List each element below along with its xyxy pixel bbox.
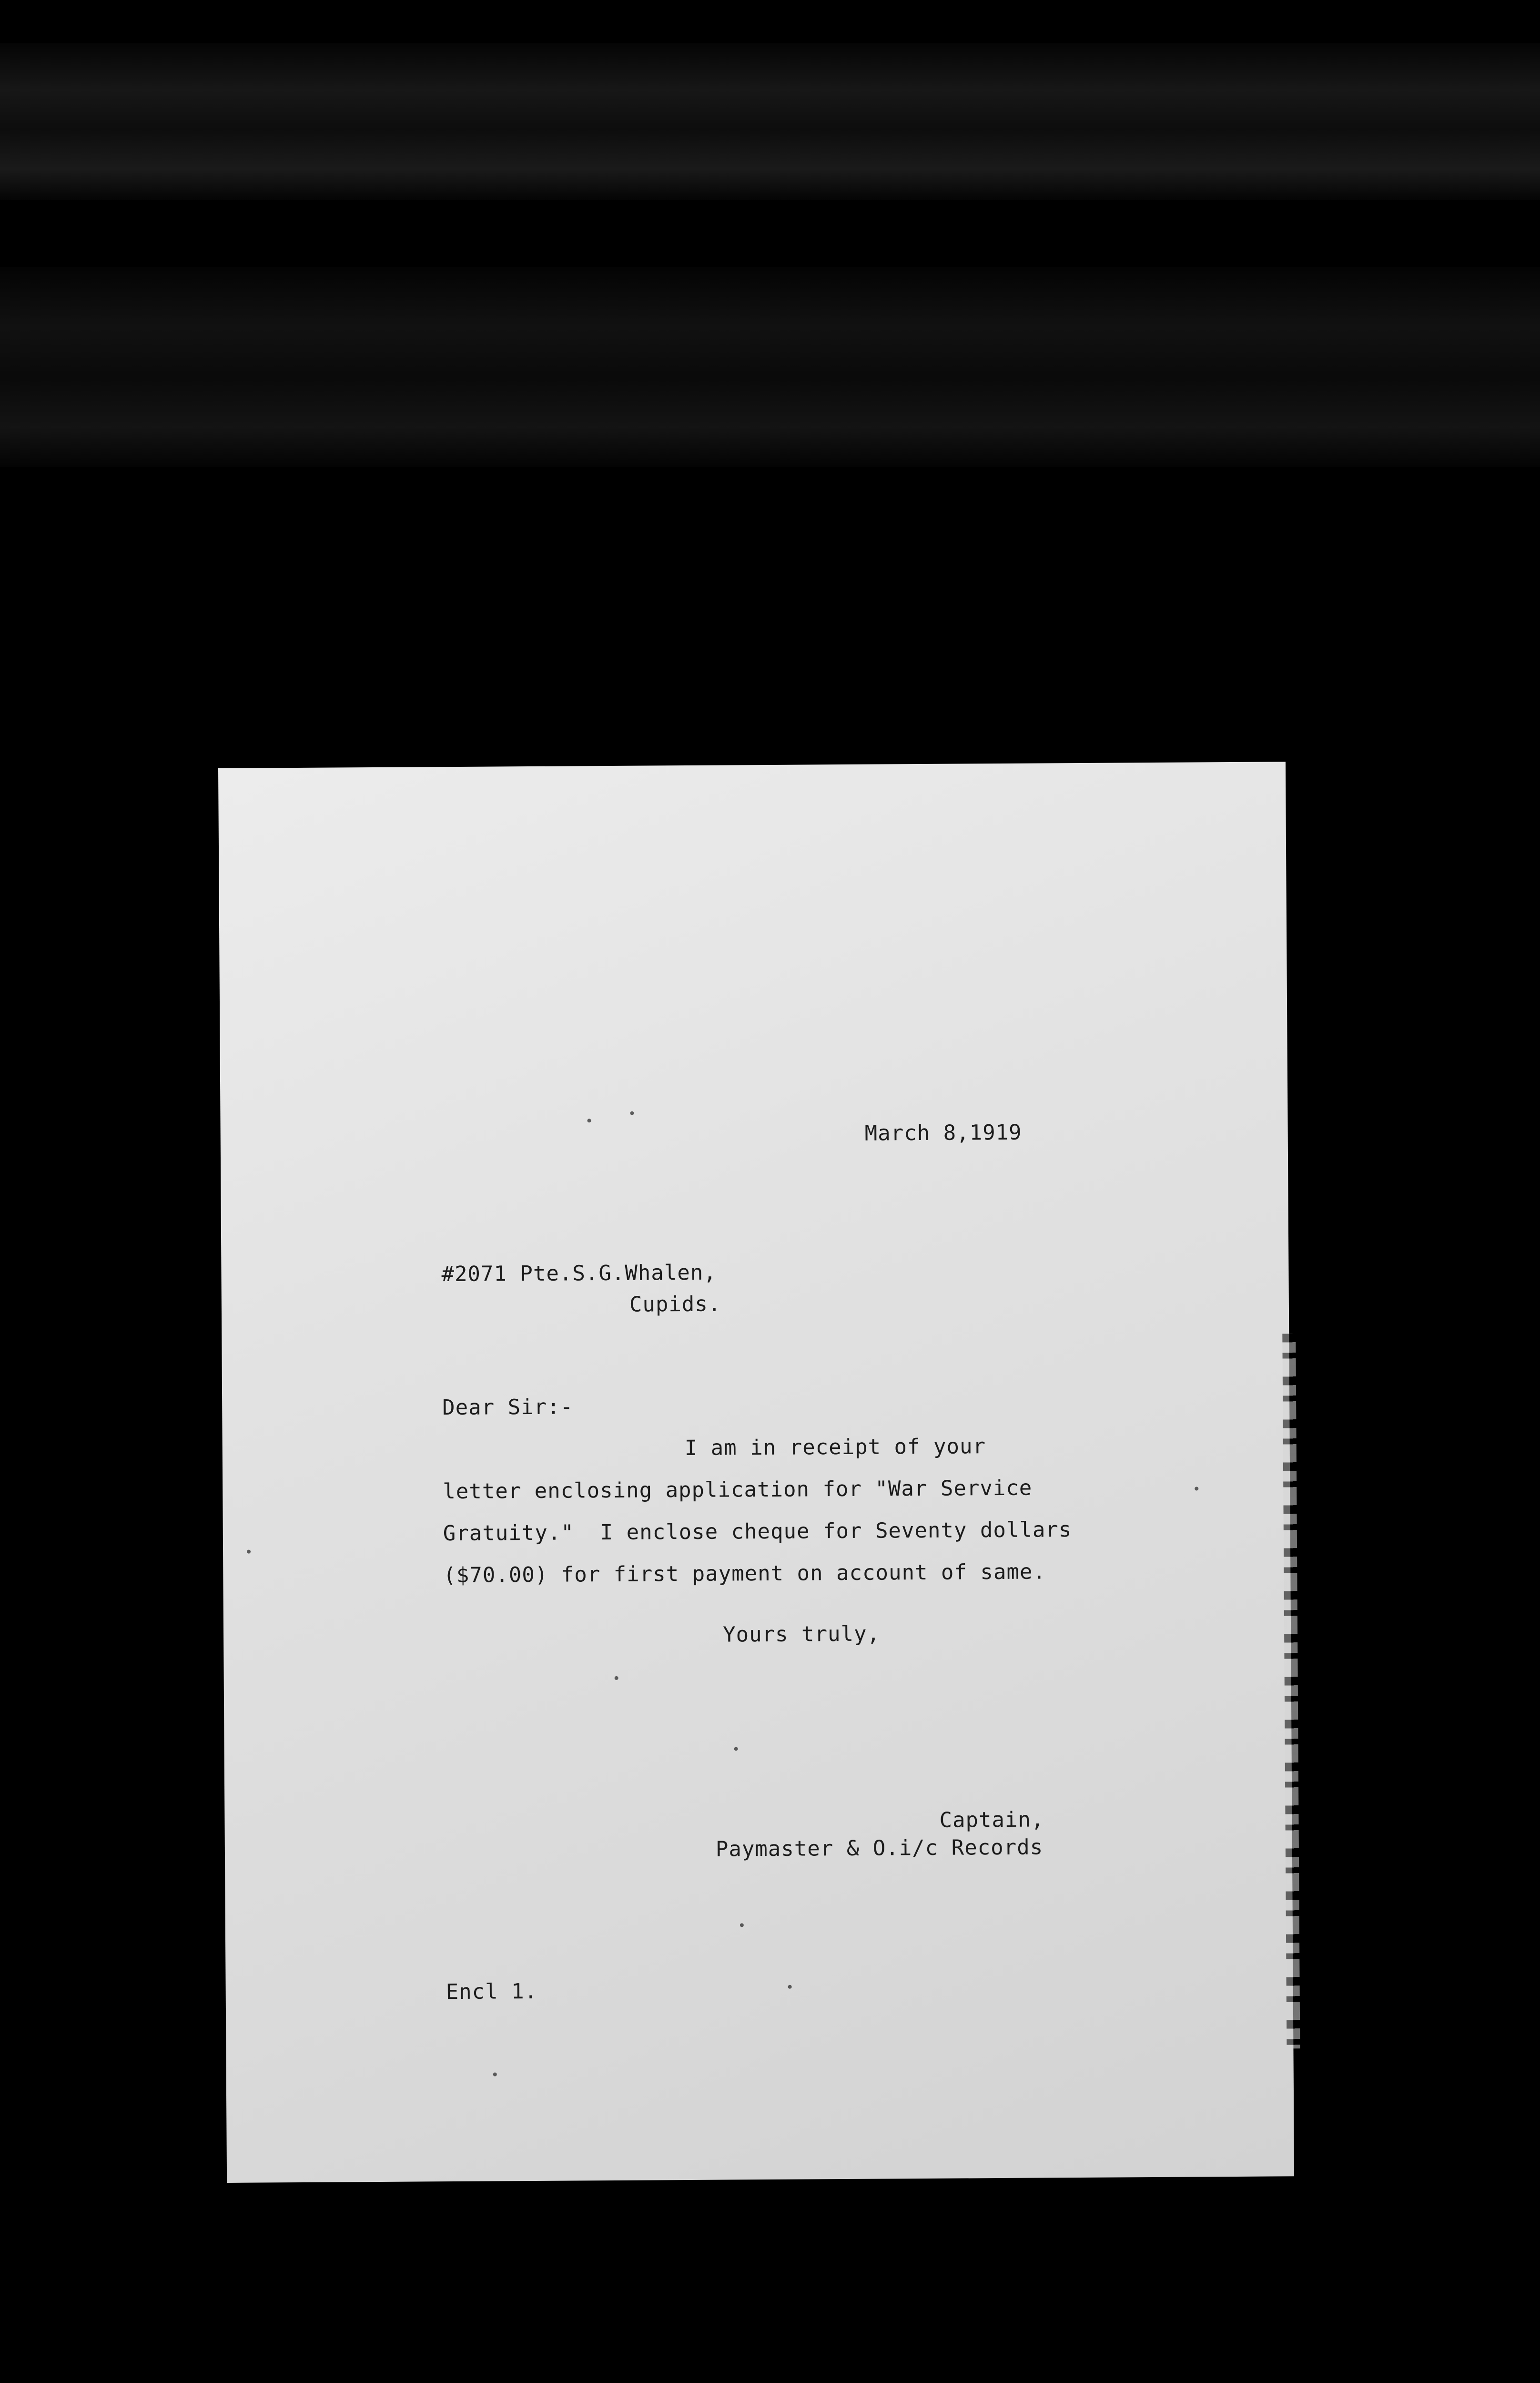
paper-speck [740, 1923, 744, 1927]
paper-speck [734, 1747, 738, 1751]
enclosure-note: Encl 1. [446, 1979, 538, 2005]
paper-speck [588, 1119, 591, 1122]
letter-sheet [218, 762, 1294, 2183]
paper-speck [615, 1676, 618, 1680]
body-line: Gratuity." I enclose cheque for Seventy dollars [443, 1517, 1072, 1546]
signature-office: Paymaster & O.i/c Records [715, 1835, 1044, 1862]
paper-speck [788, 1985, 792, 1989]
recipient-name: #2071 Pte.S.G.Whalen, [441, 1260, 717, 1287]
recipient-place: Cupids. [629, 1292, 721, 1317]
paper-speck [1195, 1487, 1198, 1490]
paper-speck [630, 1111, 634, 1115]
torn-edge [1282, 1334, 1300, 2048]
body-line: letter enclosing application for "War Service [443, 1476, 1033, 1504]
salutation: Dear Sir:- [442, 1395, 574, 1420]
film-band-middle [0, 267, 1540, 467]
closing: Yours truly, [722, 1621, 881, 1647]
paper-speck [493, 2072, 497, 2076]
film-band-top [0, 43, 1540, 200]
body-line: I am in receipt of your [684, 1434, 986, 1461]
paper-speck [247, 1550, 251, 1554]
letter-date: March 8,1919 [864, 1120, 1022, 1146]
signature-title: Captain, [939, 1807, 1044, 1833]
body-line: ($70.00) for first payment on account of same. [443, 1559, 1046, 1588]
